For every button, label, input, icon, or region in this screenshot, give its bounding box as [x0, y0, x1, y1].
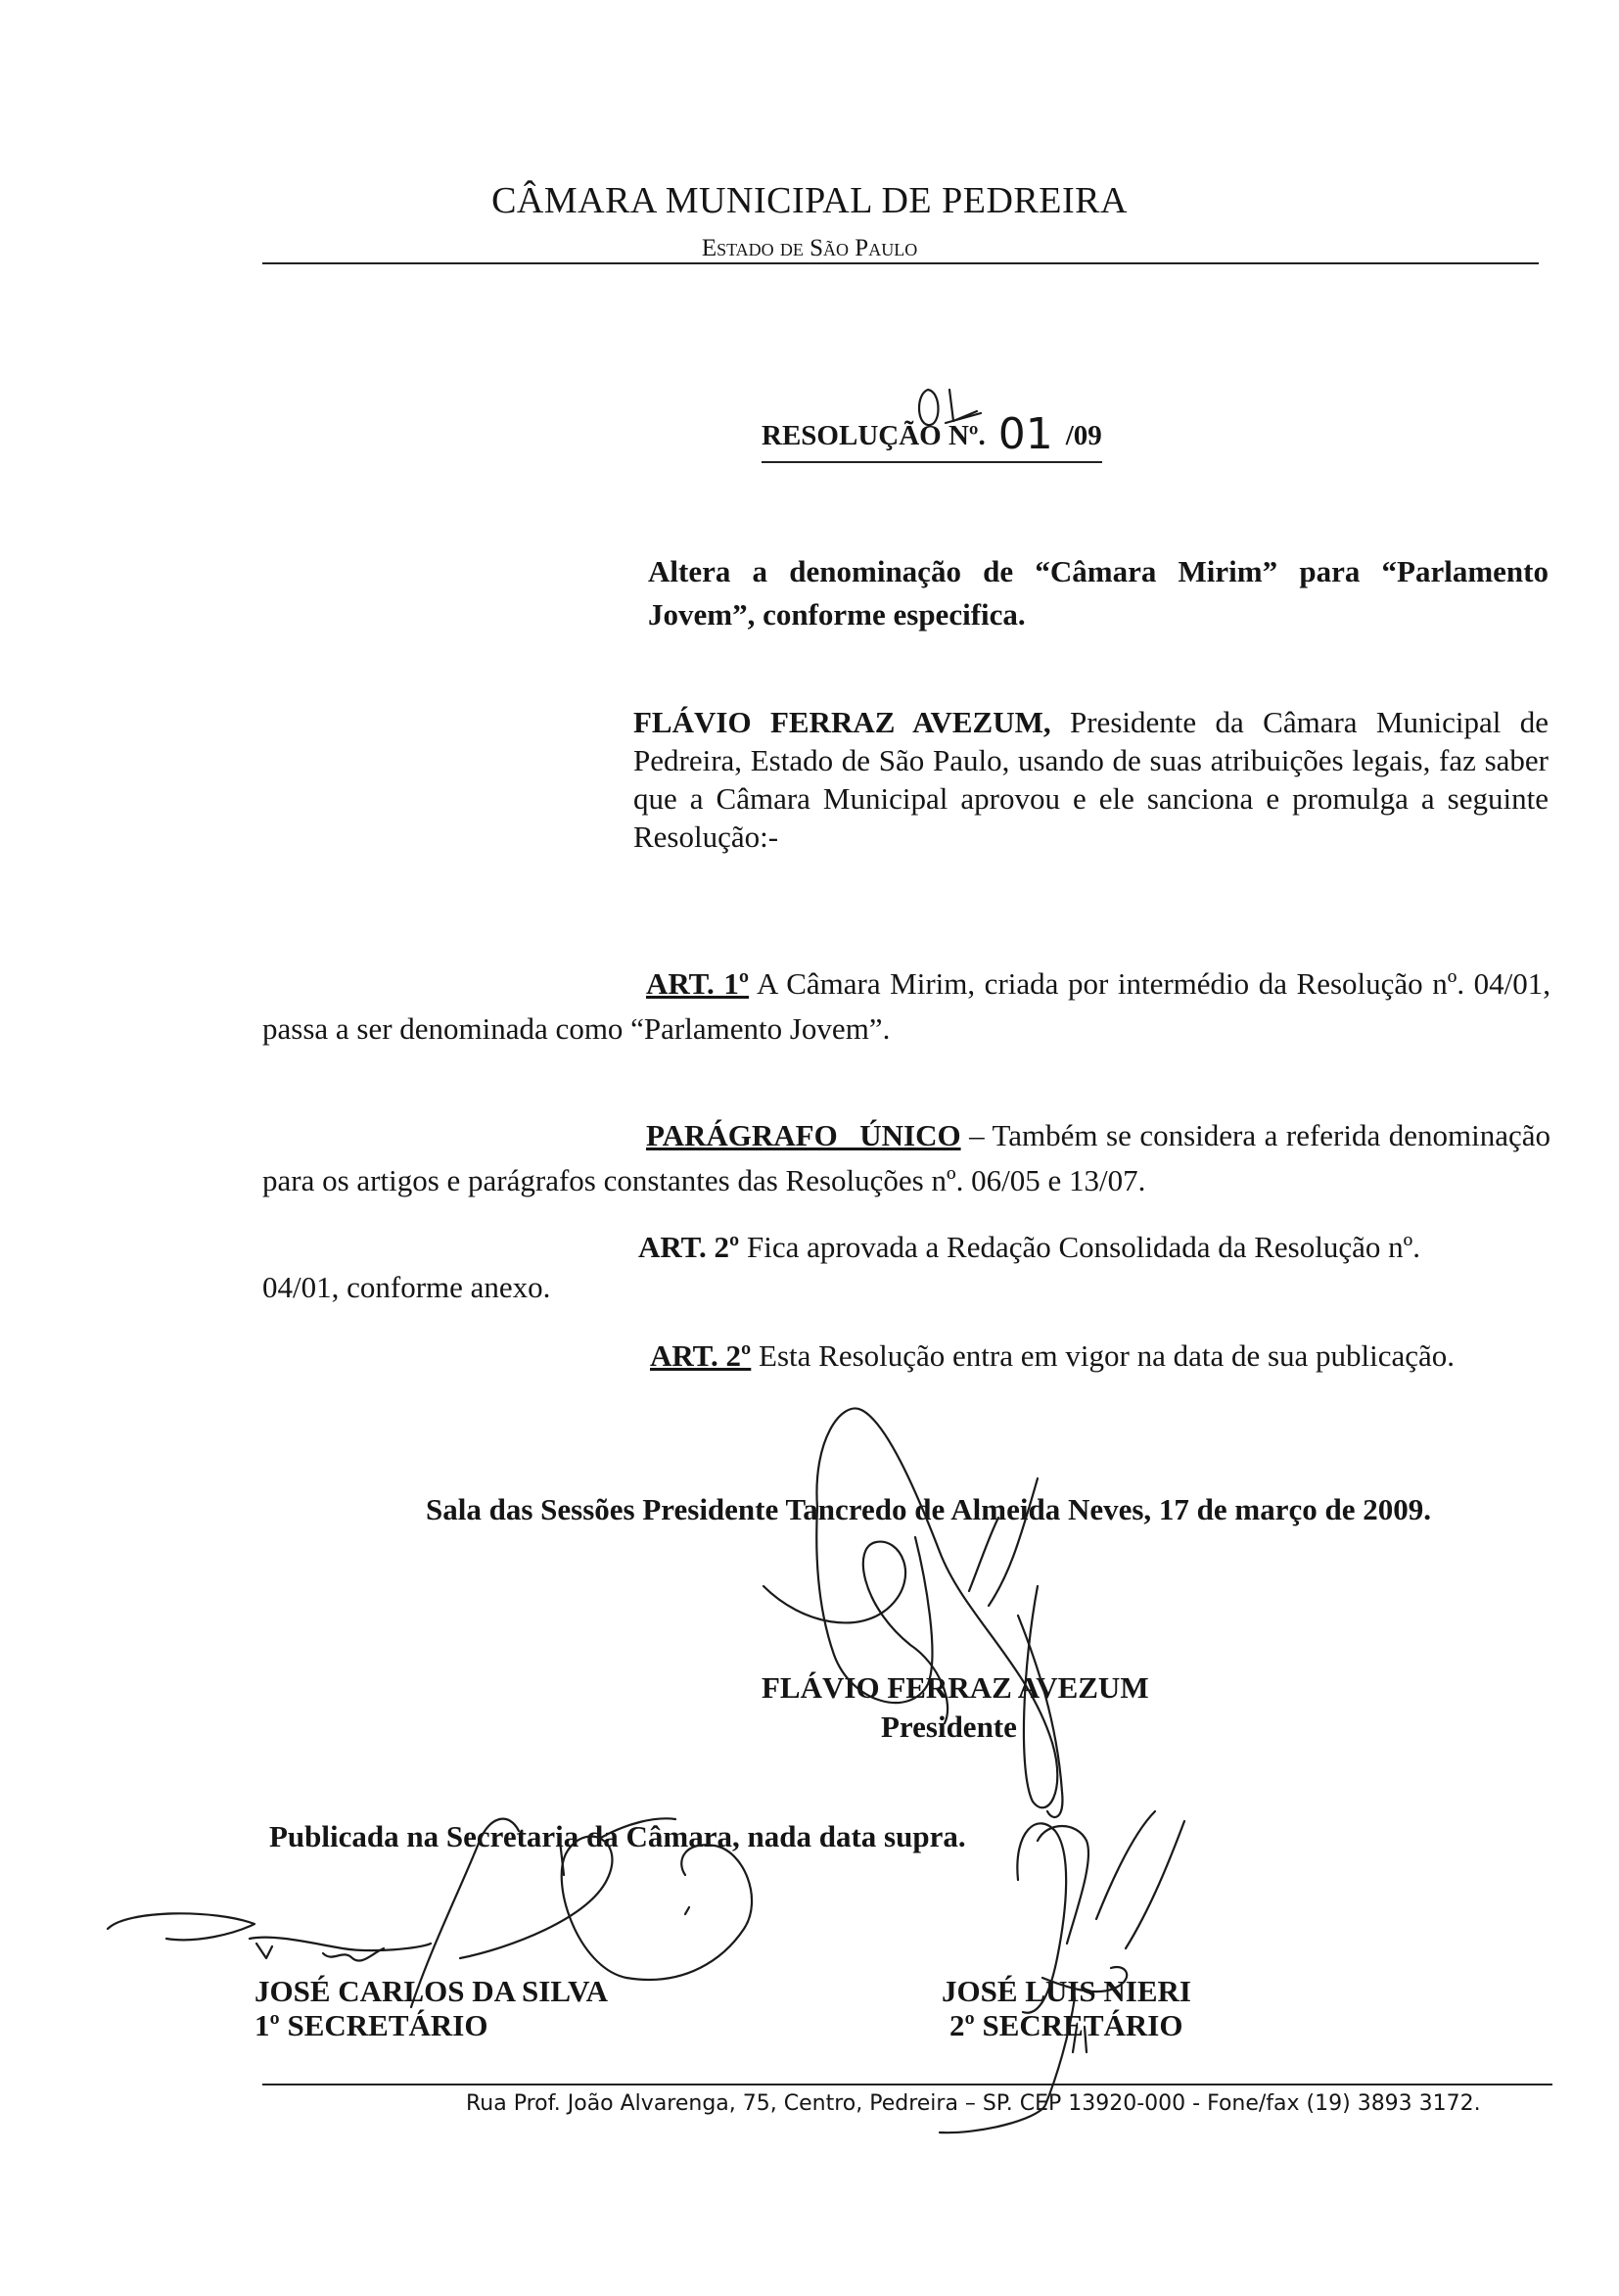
handwritten-zero-stroke [919, 390, 939, 425]
session-date-line: Sala das Sessões Presidente Tancredo de Almeida Neves, 17 de março de 2009. [426, 1492, 1432, 1526]
second-secretary-signature [940, 1811, 1184, 2132]
institution-title: CÂMARA MUNICIPAL DE PEDREIRA [491, 180, 1128, 221]
first-secretary-title: 1º SECRETÁRIO [254, 2008, 488, 2042]
president-name: FLÁVIO FERRAZ AVEZUM [762, 1670, 1149, 1705]
second-secretary-name: JOSÉ LUIS NIERI [942, 1974, 1191, 2008]
paragrafo-unico-text: – Também se considera a referida denominação para os artigos e parágrafos constantes das Resoluções nº. 06/05 e 13/07. [262, 1118, 1550, 1197]
article-2-first-text: Fica aprovada a Redação Consolidada da Resolução nº. [739, 1230, 1420, 1264]
paragrafo-unico-label: PARÁGRAFO ÚNICO [646, 1118, 961, 1152]
article-2-first-label: ART. 2º [638, 1230, 740, 1264]
article-1-label: ART. 1º [646, 966, 750, 1001]
first-secretary-name: JOSÉ CARLOS DA SILVA [254, 1974, 608, 2008]
president-title: Presidente [881, 1710, 1017, 1744]
article-2-first-continuation: 04/01, conforme anexo. [262, 1270, 551, 1304]
resolution-prefix: RESOLUÇÃO Nº. [762, 420, 986, 451]
resolution-year: /09 [1065, 420, 1102, 451]
footer-address: Rua Prof. João Alvarenga, 75, Centro, Pedreira – SP. CEP 13920-000 - Fone/fax (19) 3893 3172. [466, 2091, 1481, 2116]
preamble-president-name: FLÁVIO FERRAZ AVEZUM, [633, 705, 1051, 739]
publication-line: Publicada na Secretaria da Câmara, nada data supra. [269, 1819, 966, 1853]
handwritten-one-stroke [946, 390, 981, 423]
article-1-text: A Câmara Mirim, criada por intermédio da Resolução nº. 04/01, passa a ser denominada como “Parlamento Jovem”. [262, 966, 1550, 1046]
ementa: Altera a denominação de “Câmara Mirim” para “Parlamento Jovem”, conforme especifica. [648, 554, 1549, 632]
article-2-second-text: Esta Resolução entra em vigor na data de sua publicação. [751, 1338, 1456, 1373]
resolution-number-handwritten: 01 [997, 409, 1053, 459]
article-2-second-label: ART. 2º [650, 1338, 752, 1373]
state-name: Estado de São Paulo [701, 235, 918, 261]
preamble-text: Presidente da Câmara Municipal de Pedreira, Estado de São Paulo, usando de suas atribuições legais, faz saber que a Câmara Municipal aprovou e ele sanciona e promulga a seguinte Resolução:- [633, 705, 1549, 854]
first-secretary-signature [108, 1818, 752, 2007]
second-secretary-title: 2º SECRETÁRIO [949, 2008, 1183, 2042]
president-signature [763, 1408, 1062, 1817]
